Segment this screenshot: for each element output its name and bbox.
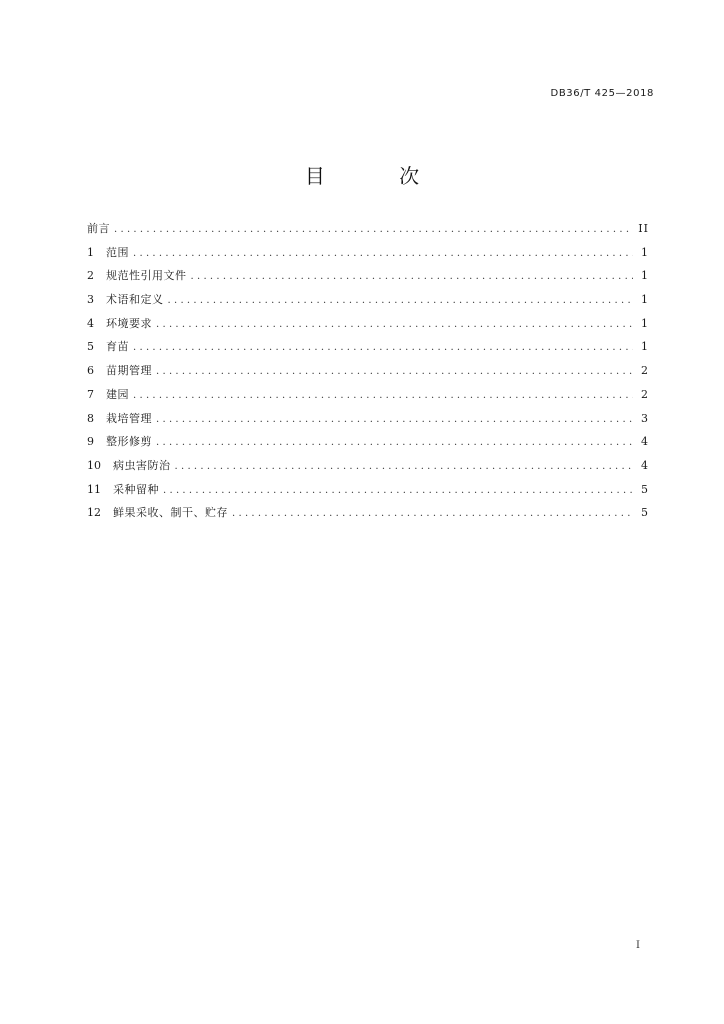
toc-leader-dots <box>156 360 633 384</box>
toc-entry-number: 5 <box>87 340 94 354</box>
toc-entry-label: 育苗 <box>106 340 129 354</box>
toc-entry-label: 环境要求 <box>106 316 152 330</box>
toc-entry-page: 3 <box>641 411 649 425</box>
toc-entry-label: 规范性引用文件 <box>106 269 187 283</box>
toc-entry-number: 1 <box>87 245 94 259</box>
toc-entry-7[interactable] <box>87 383 649 407</box>
toc-entry-2[interactable] <box>87 264 649 288</box>
toc-entry-page: 5 <box>641 506 649 520</box>
toc-entry-number: 6 <box>87 364 94 378</box>
toc-entry-number: 9 <box>87 435 94 449</box>
toc-leader-dots <box>168 289 634 313</box>
toc-entry-11[interactable] <box>87 478 649 502</box>
toc-entry-number: 3 <box>87 293 94 307</box>
toc-entry-page: 1 <box>641 316 649 330</box>
toc-entry-number: 11 <box>87 482 101 496</box>
toc-entry-page: 4 <box>641 435 649 449</box>
toc-entry-label: 整形修剪 <box>106 435 152 449</box>
toc-leader-dots <box>156 313 633 337</box>
toc-leader-dots <box>191 265 634 289</box>
toc-leader-dots <box>163 479 633 503</box>
toc-entry-number: 10 <box>87 458 101 472</box>
toc-entry-number: 2 <box>87 269 94 283</box>
toc-leader-dots <box>156 408 633 432</box>
toc-entry-label: 病虫害防治 <box>113 458 171 472</box>
toc-entry-8[interactable] <box>87 407 649 431</box>
toc-entry-page: 5 <box>641 482 649 496</box>
toc-entry-9[interactable] <box>87 430 649 454</box>
footer-page-number: I <box>636 940 640 951</box>
toc-entry-4[interactable] <box>87 312 649 336</box>
toc-entry-label: 范围 <box>106 245 129 259</box>
toc-entry-number: 7 <box>87 387 94 401</box>
toc-list <box>87 217 649 525</box>
toc-title: 目 次 <box>304 164 454 188</box>
toc-entry-label: 前言 <box>87 222 110 235</box>
toc-leader-dots <box>156 431 633 455</box>
toc-entry-5[interactable] <box>87 335 649 359</box>
toc-entry-page: 1 <box>641 340 649 354</box>
toc-entry-page: 2 <box>641 387 649 401</box>
toc-leader-dots <box>232 502 633 526</box>
toc-entry-label: 采种留种 <box>113 482 159 496</box>
standard-code: DB36/T 425—2018 <box>550 88 654 99</box>
toc-entry-label: 栽培管理 <box>106 411 152 425</box>
toc-entry-label: 苗期管理 <box>106 364 152 378</box>
toc-entry-page: 1 <box>641 293 649 307</box>
toc-entry-6[interactable] <box>87 359 649 383</box>
toc-leader-dots <box>133 336 633 360</box>
toc-entry-label: 术语和定义 <box>106 293 164 307</box>
toc-entry-page: 1 <box>641 245 649 259</box>
toc-leader-dots <box>114 218 632 242</box>
toc-entry-page: 1 <box>641 269 649 283</box>
toc-entry-number: 4 <box>87 316 94 330</box>
toc-leader-dots <box>133 242 633 266</box>
toc-leader-dots <box>133 384 633 408</box>
toc-entry-12[interactable] <box>87 501 649 525</box>
toc-entry-foreword[interactable] <box>87 217 649 241</box>
toc-entry-3[interactable] <box>87 288 649 312</box>
toc-leader-dots <box>175 455 634 479</box>
toc-entry-page: II <box>638 222 649 235</box>
toc-entry-10[interactable] <box>87 454 649 478</box>
toc-entry-label: 鲜果采收、制干、贮存 <box>113 506 228 520</box>
toc-entry-number: 8 <box>87 411 94 425</box>
toc-entry-page: 4 <box>641 458 649 472</box>
toc-entry-number: 12 <box>87 506 101 520</box>
toc-entry-label: 建园 <box>106 387 129 401</box>
toc-entry-page: 2 <box>641 364 649 378</box>
toc-entry-1[interactable] <box>87 241 649 265</box>
